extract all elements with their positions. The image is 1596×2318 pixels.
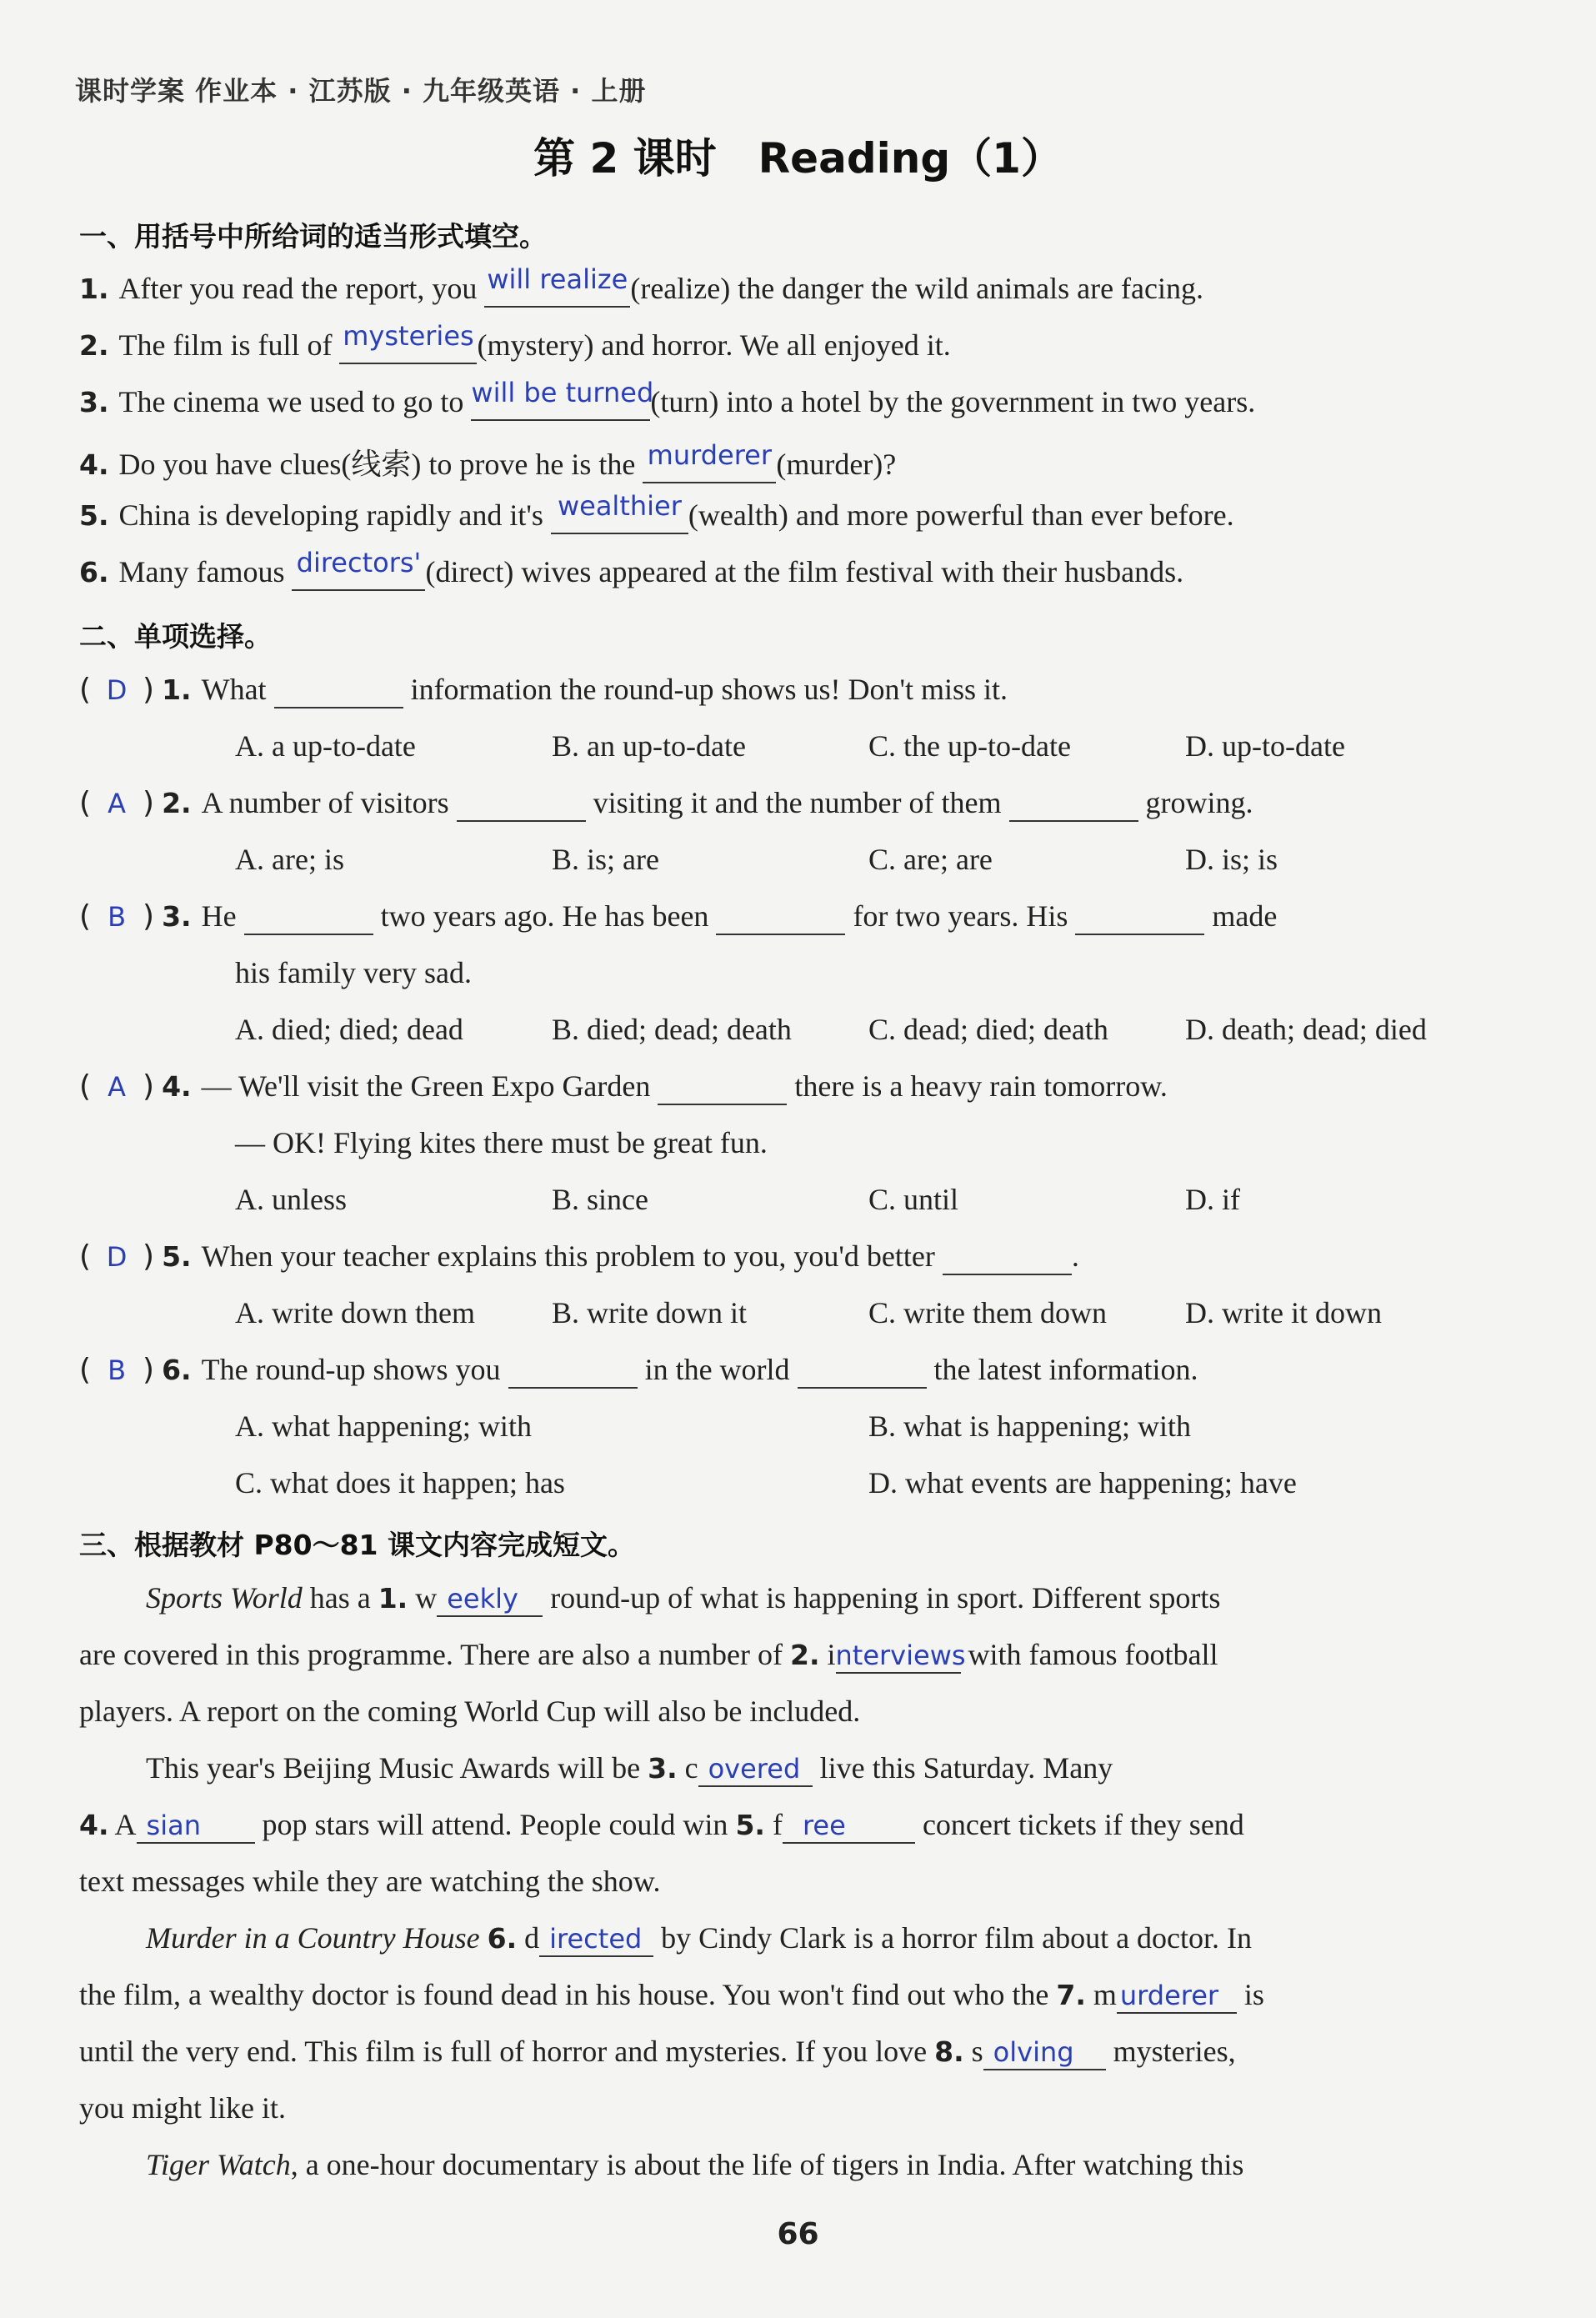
option-c[interactable]: C. dead; died; death — [868, 1013, 1108, 1046]
option-b[interactable]: B. an up-to-date — [552, 729, 746, 763]
answer-blank[interactable] — [244, 899, 373, 935]
book-header: 课时学案 作业本 · 江苏版 · 九年级英语 · 上册 — [75, 75, 647, 107]
mc-question-6: ( B ) 6. The round-up shows you in the world the latest information. — [79, 1353, 1198, 1387]
answer-blank[interactable]: nterviews — [836, 1637, 961, 1674]
option-a[interactable]: A. died; died; dead — [235, 1013, 463, 1046]
section-2-heading: 二、单项选择。 — [79, 620, 272, 653]
mc-question-3: ( B ) 3. He two years ago. He has been for two years. His made — [79, 899, 1278, 934]
answer-blank[interactable] — [457, 785, 586, 822]
option-d[interactable]: D. death; dead; died — [1185, 1013, 1427, 1046]
option-b[interactable]: B. write down it — [552, 1296, 747, 1329]
s1-item-4: 4. Do you have clues(线索) to prove he is the murderer (murder)? — [79, 441, 896, 483]
answer-blank[interactable]: murderer — [643, 447, 776, 483]
passage-line: This year's Beijing Music Awards will be 3. c overed live this Saturday. Many — [146, 1750, 1113, 1787]
option-d[interactable]: D. write it down — [1185, 1296, 1382, 1329]
section-3-heading: 三、根据教材 P80～81 课文内容完成短文。 — [79, 1529, 636, 1561]
option-b[interactable]: B. died; dead; death — [552, 1013, 792, 1046]
mc-answer[interactable]: B — [108, 1354, 127, 1386]
mc-question-1: ( D ) 1. What information the round-up shows us! Don't miss it. — [79, 673, 1008, 707]
answer-blank[interactable] — [658, 1069, 787, 1105]
s1-item-6: 6. Many famous directors' (direct) wives appeared at the film festival with their husbands. — [79, 554, 1183, 591]
mc-answer[interactable]: A — [108, 788, 126, 819]
option-c[interactable]: C. the up-to-date — [868, 729, 1071, 763]
passage-line: text messages while they are watching the show. — [79, 1865, 661, 1898]
option-b[interactable]: B. what is happening; with — [868, 1409, 1191, 1443]
s1-item-2: 2. The film is full of mysteries (mystery) and horror. We all enjoyed it. — [79, 328, 951, 364]
passage-line: are covered in this programme. There are also a number of 2. interviews with famous football — [79, 1637, 1218, 1674]
option-c[interactable]: C. what does it happen; has — [235, 1466, 565, 1499]
s1-item-3: 3. The cinema we used to go to will be turned(turn) into a hotel by the government in two years. — [79, 384, 1255, 421]
answer-blank[interactable]: eekly — [437, 1580, 543, 1617]
passage-line: players. A report on the coming World Cup will also be included. — [79, 1695, 861, 1728]
page-number: 66 — [777, 2217, 819, 2251]
mc-question-4: ( A ) 4. — We'll visit the Green Expo Garden there is a heavy rain tomorrow. — [79, 1069, 1168, 1104]
answer-blank[interactable]: mysteries — [339, 328, 477, 364]
s1-item-1: 1. After you read the report, you will realize(realize) the danger the wild animals are facing. — [79, 271, 1203, 308]
answer-blank[interactable] — [1009, 785, 1138, 822]
passage-line: Sports World has a 1. w eekly round-up of what is happening in sport. Different sports — [146, 1580, 1220, 1617]
section-1-heading: 一、用括号中所给词的适当形式填空。 — [79, 220, 547, 253]
mc-question-4-reply: — OK! Flying kites there must be great fun. — [235, 1126, 768, 1159]
answer-blank[interactable] — [1075, 899, 1204, 935]
mc-question-5: ( D ) 5. When your teacher explains this problem to you, you'd better . — [79, 1239, 1079, 1274]
answer-blank[interactable] — [943, 1239, 1072, 1275]
option-a[interactable]: A. what happening; with — [235, 1409, 532, 1443]
answer-blank[interactable]: will be turned — [471, 384, 650, 421]
option-b[interactable]: B. is; are — [552, 843, 659, 876]
lesson-title: 第 2 课时 Reading（1） — [533, 134, 1063, 183]
answer-blank[interactable] — [274, 672, 403, 708]
option-d[interactable]: D. if — [1185, 1183, 1240, 1216]
option-a[interactable]: A. unless — [235, 1183, 347, 1216]
passage-line: until the very end. This film is full of horror and mysteries. If you love 8. s olving mysteries, — [79, 2034, 1236, 2070]
passage-line: Tiger Watch, a one-hour documentary is about the life of tigers in India. After watching this — [146, 2148, 1244, 2181]
option-a[interactable]: A. are; is — [235, 843, 344, 876]
passage-line: 4. A sian pop stars will attend. People could win 5. f ree concert tickets if they send — [79, 1807, 1244, 1844]
option-c[interactable]: C. until — [868, 1183, 959, 1216]
mc-answer[interactable]: B — [108, 901, 127, 933]
option-d[interactable]: D. up-to-date — [1185, 729, 1345, 763]
passage-line: you might like it. — [79, 2091, 286, 2125]
mc-question-3-cont: his family very sad. — [235, 956, 472, 989]
passage-line: Murder in a Country House 6. d irected by Cindy Clark is a horror film about a doctor. In — [146, 1920, 1252, 1957]
mc-answer[interactable]: A — [108, 1071, 126, 1103]
option-c[interactable]: C. are; are — [868, 843, 993, 876]
option-d[interactable]: D. what events are happening; have — [868, 1466, 1297, 1499]
answer-blank[interactable]: irected — [539, 1920, 653, 1957]
option-a[interactable]: A. a up-to-date — [235, 729, 416, 763]
mc-answer[interactable]: D — [106, 1241, 128, 1273]
mc-answer[interactable]: D — [106, 674, 128, 706]
passage-line: the film, a wealthy doctor is found dead in his house. You won't find out who the 7. m urderer is — [79, 1977, 1264, 2014]
answer-blank[interactable]: directors' — [292, 554, 425, 591]
s1-item-5: 5. China is developing rapidly and it's wealthier (wealth) and more powerful than ever before. — [79, 498, 1234, 534]
mc-question-2: ( A ) 2. A number of visitors visiting it and the number of them growing. — [79, 786, 1253, 820]
option-c[interactable]: C. write them down — [868, 1296, 1107, 1329]
answer-blank[interactable]: sian — [137, 1807, 255, 1844]
answer-blank[interactable]: olving — [983, 2034, 1106, 2070]
option-d[interactable]: D. is; is — [1185, 843, 1278, 876]
answer-blank[interactable] — [716, 899, 845, 935]
answer-blank[interactable]: ree — [783, 1807, 915, 1844]
answer-blank[interactable]: will realize — [484, 271, 630, 308]
option-b[interactable]: B. since — [552, 1183, 648, 1216]
answer-blank[interactable]: urderer — [1117, 1977, 1237, 2014]
answer-blank[interactable]: wealthier — [551, 498, 688, 534]
answer-blank[interactable]: overed — [698, 1750, 813, 1787]
answer-blank[interactable] — [508, 1352, 638, 1389]
option-a[interactable]: A. write down them — [235, 1296, 475, 1329]
answer-blank[interactable] — [798, 1352, 927, 1389]
